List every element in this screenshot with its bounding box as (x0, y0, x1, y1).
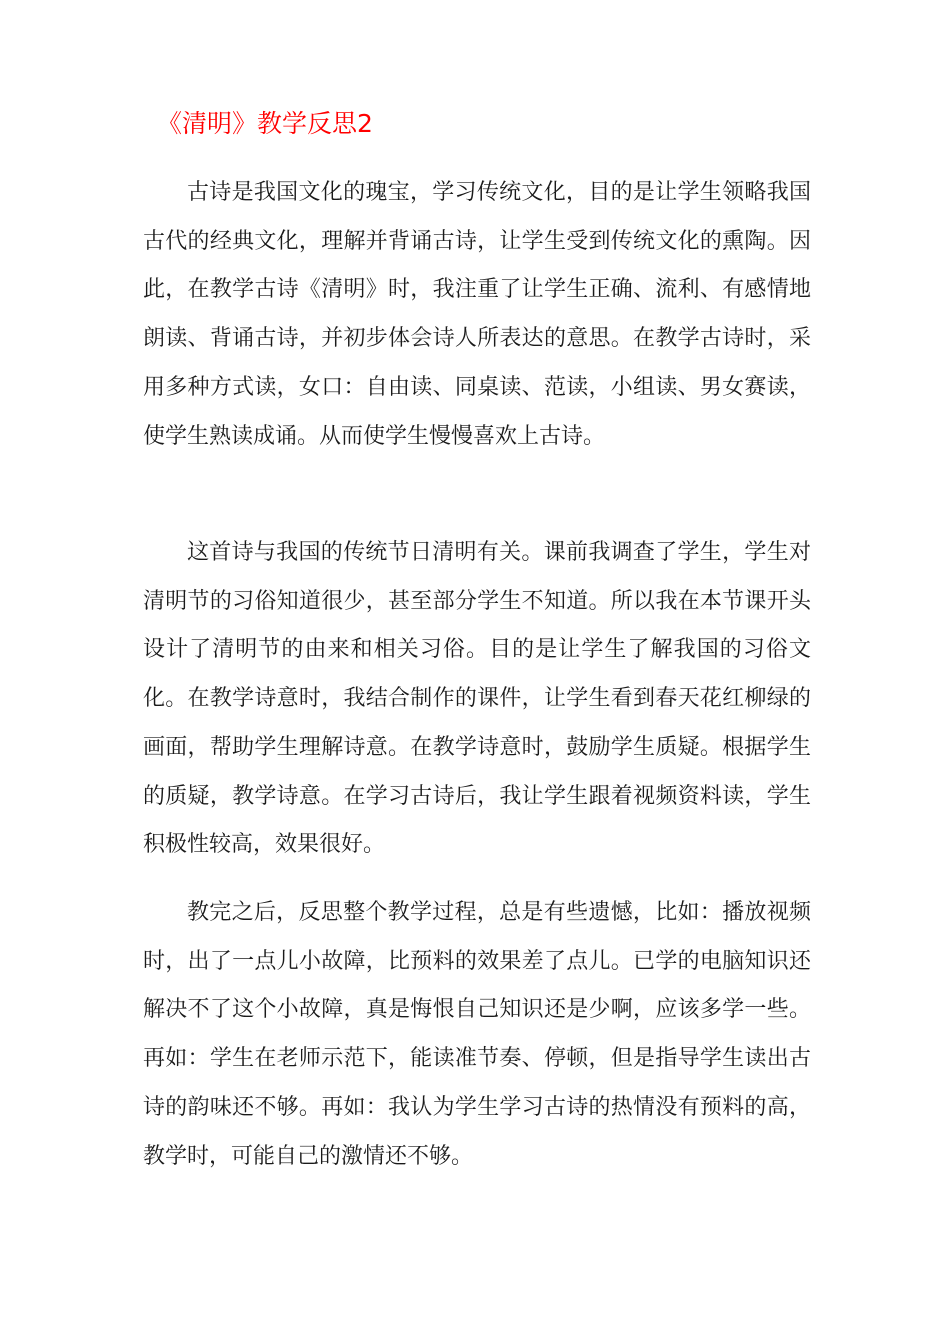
paragraph-1: 古诗是我国文化的瑰宝，学习传统文化，目的是让学生领略我国古代的经典文化，理解并背诵古诗，让学生受到传统文化的熏陶。因此，在教学古诗《清明》时，我注重了让学生正确、流利、有感情地朗读、背诵古诗，并初步体会诗人所表达的意思。在教学古诗时，采用多种方式读，女口：自由读、同桌读、范读，小组读、男女赛读，使学生熟读成诵。从而使学生慢慢喜欢上古诗。 (143, 180, 811, 449)
paragraph-3: 教完之后，反思整个教学过程，总是有些遗憾，比如：播放视频时，出了一点儿小故障，比预料的效果差了点儿。已学的电脑知识还解决不了这个小故障，真是悔恨自己知识还是少啊，应该多学一些。再如：学生在老师示范下，能读准节奏、停顿，但是指导学生读出古诗的韵味还不够。再如：我认为学生学习古诗的热情没有预料的高，教学时，可能自己的激情还不够。 (143, 900, 811, 1169)
document-title: 《清明》教学反思2 (157, 109, 373, 138)
paragraph-2: 这首诗与我国的传统节日清明有关。课前我调查了学生，学生对清明节的习俗知道很少，甚至部分学生不知道。所以我在本节课开头设计了清明节的由来和相关习俗。目的是让学生了解我国的习俗文化。在教学诗意时，我结合制作的课件，让学生看到春天花红柳绿的画面，帮助学生理解诗意。在教学诗意时，鼓励学生质疑。根据学生的质疑，教学诗意。在学习古诗后，我让学生跟着视频资料读，学生积极性较高，效果很好。 (143, 540, 811, 858)
